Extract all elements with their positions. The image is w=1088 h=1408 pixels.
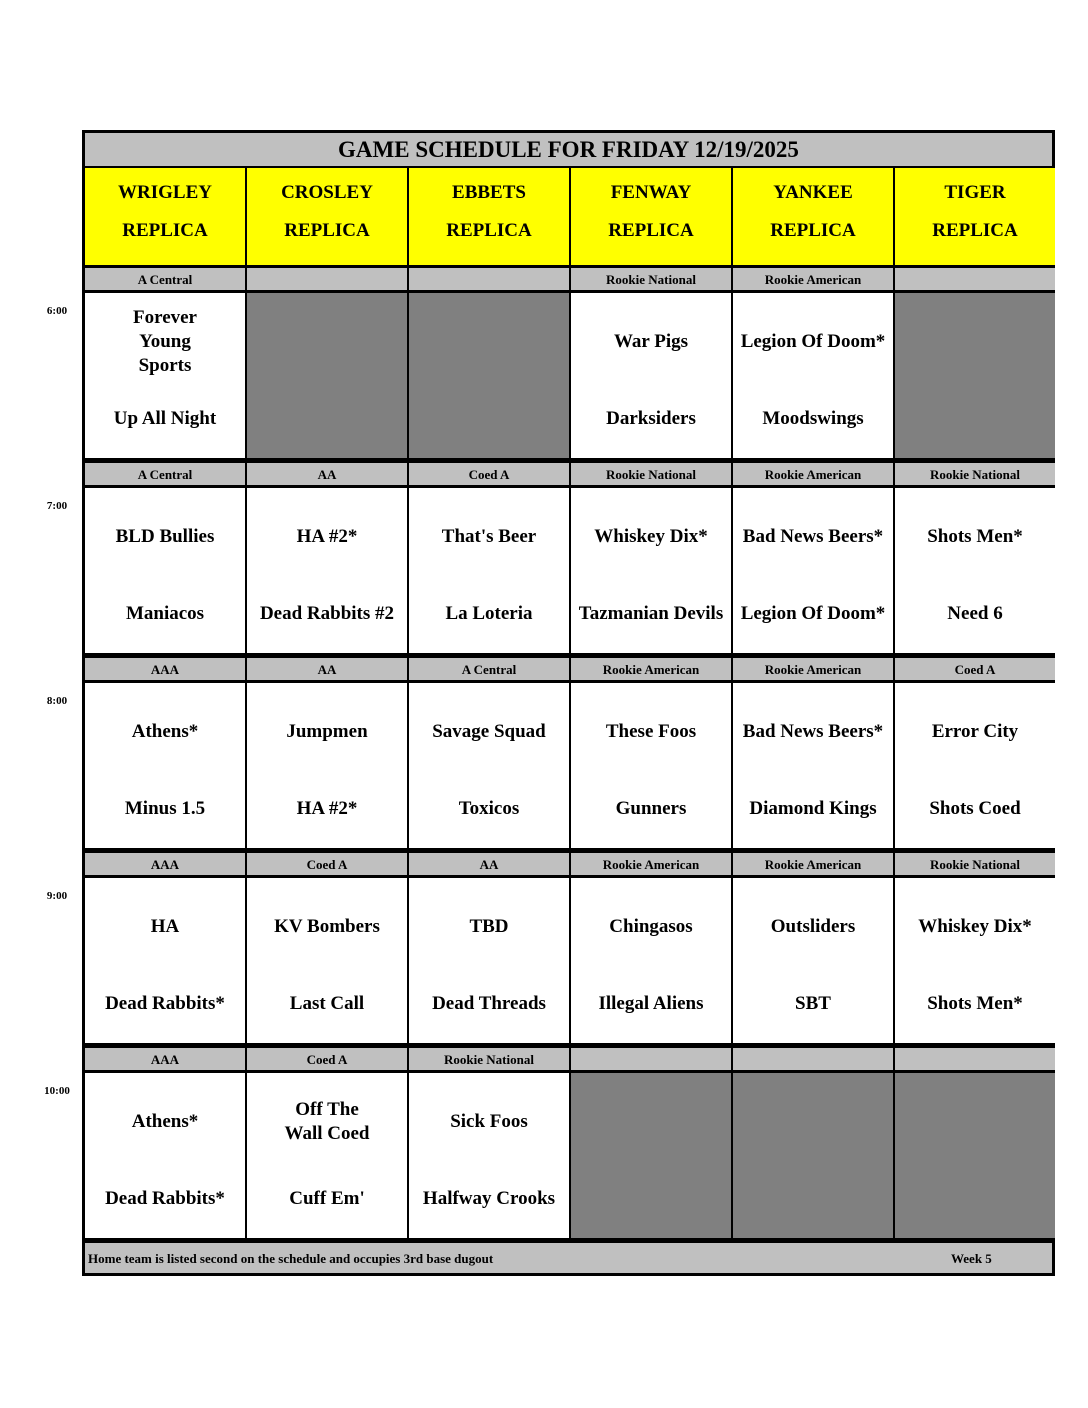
division-label: Rookie American [733,853,893,875]
home-team: Dead Rabbits #2 [259,603,395,624]
footer-bar [85,1243,1052,1273]
away-team: Legion Of Doom* [740,331,886,352]
division-label: Rookie National [571,268,731,290]
field-subtitle: REPLICA [932,220,1018,241]
home-team: Gunners [615,798,687,819]
away-team: HA [150,916,180,937]
away-team: Whiskey Dix* [594,526,708,547]
away-team: War Pigs [613,331,689,352]
away-team: Outsliders [770,916,856,937]
field-header-row [85,168,1052,265]
away-team: That's Beer [441,526,537,547]
division-label: AAA [85,658,245,680]
field-header-crosley [247,168,407,265]
home-team: Last Call [289,993,365,1014]
division-label [409,268,569,290]
division-label: Rookie American [571,853,731,875]
game-cell [733,683,893,848]
away-team: Forever Young Sports [133,307,197,376]
week-label: Week 5 [951,1251,992,1266]
game-cell [85,293,245,458]
game-cell [85,683,245,848]
game-cell [733,488,893,653]
division-label: A Central [85,463,245,485]
home-team: SBT [795,993,831,1014]
game-cell [85,878,245,1043]
division-label [247,268,407,290]
empty-slot [895,1073,1055,1238]
game-cell [247,878,407,1043]
division-label: Coed A [895,658,1055,680]
home-team: Illegal Aliens [598,993,704,1014]
away-team: Bad News Beers* [742,721,884,742]
away-team: KV Bombers [274,916,380,937]
game-cell [895,488,1055,653]
empty-slot [247,293,407,458]
game-cell [733,293,893,458]
division-label [733,1048,893,1070]
game-cell [571,488,731,653]
game-cell [247,488,407,653]
away-team: Error City [931,721,1019,742]
game-cell [409,488,569,653]
field-header-tiger [895,168,1055,265]
away-team: Athens* [131,1111,199,1132]
away-team: Sick Foos [450,1111,528,1132]
field-name: YANKEE [773,182,853,203]
away-team: These Foos [605,721,697,742]
away-team: Chingasos [609,916,693,937]
game-cell [571,878,731,1043]
home-team: Halfway Crooks [422,1188,556,1209]
time-label: 10:00 [44,1085,70,1097]
home-team: Diamond Kings [749,798,877,819]
division-label: Coed A [247,853,407,875]
home-team: Up All Night [113,408,217,429]
away-team: BLD Bullies [115,526,215,547]
division-label: Rookie National [409,1048,569,1070]
home-team: Dead Rabbits* [105,993,225,1014]
home-team: Dead Threads [432,993,546,1014]
away-team: Savage Squad [432,721,546,742]
empty-slot [733,1073,893,1238]
field-header-yankee [733,168,893,265]
field-subtitle: REPLICA [608,220,694,241]
field-header-fenway [571,168,731,265]
division-label: Rookie American [733,268,893,290]
field-name: FENWAY [610,182,692,203]
game-cell [733,878,893,1043]
game-cell [409,1073,569,1238]
home-team: Shots Coed [929,798,1021,819]
empty-slot [409,293,569,458]
game-cell [85,1073,245,1238]
game-cell [571,683,731,848]
field-name: TIGER [944,182,1006,203]
field-subtitle: REPLICA [122,220,208,241]
field-name: CROSLEY [281,182,373,203]
game-cell [409,878,569,1043]
home-team: Tazmanian Devils [578,603,724,624]
footer-note: Home team is listed second on the schedule and occupies 3rd base dugout [88,1251,494,1266]
field-name: EBBETS [452,182,526,203]
home-team: Cuff Em' [289,1188,365,1209]
field-subtitle: REPLICA [770,220,856,241]
game-cell [895,878,1055,1043]
empty-slot [571,1073,731,1238]
division-label: Coed A [409,463,569,485]
home-team: La Loteria [445,603,533,624]
division-label: Rookie American [733,658,893,680]
game-cell [409,683,569,848]
game-cell [247,1073,407,1238]
time-label: 8:00 [46,695,68,707]
field-subtitle: REPLICA [446,220,532,241]
game-cell [895,683,1055,848]
division-label: AA [247,658,407,680]
home-team: Legion Of Doom* [740,603,886,624]
field-header-ebbets [409,168,569,265]
home-team: HA #2* [296,798,358,819]
home-team: Shots Men* [927,993,1023,1014]
division-label: Rookie American [571,658,731,680]
home-team: Maniacos [125,603,205,624]
field-header-wrigley [85,168,245,265]
division-label [571,1048,731,1070]
division-label: A Central [85,268,245,290]
division-label: AAA [85,853,245,875]
home-team: Moodswings [762,408,864,429]
game-cell [85,488,245,653]
division-label: AA [247,463,407,485]
division-label: Rookie National [895,463,1055,485]
division-label [895,268,1055,290]
empty-slot [895,293,1055,458]
home-team: Minus 1.5 [124,798,206,819]
game-cell [571,293,731,458]
division-label [895,1048,1055,1070]
away-team: Jumpmen [286,721,368,742]
time-label: 7:00 [46,500,68,512]
field-name: WRIGLEY [118,182,212,203]
game-cell [247,683,407,848]
schedule-title: GAME SCHEDULE FOR FRIDAY 12/19/2025 [85,133,1052,166]
field-subtitle: REPLICA [284,220,370,241]
division-label: A Central [409,658,569,680]
division-label: Rookie American [733,463,893,485]
division-label: Rookie National [571,463,731,485]
home-team: Dead Rabbits* [105,1188,225,1209]
away-team: Bad News Beers* [742,526,884,547]
away-team: Shots Men* [927,526,1023,547]
away-team: Athens* [131,721,199,742]
home-team: Toxicos [458,798,520,819]
home-team: Darksiders [606,408,696,429]
time-label: 6:00 [46,305,68,317]
away-team: TBD [469,916,509,937]
division-label: Rookie National [895,853,1055,875]
away-team: HA #2* [296,526,358,547]
home-team: Need 6 [947,603,1003,624]
schedule-table [82,130,1055,1276]
away-team: Whiskey Dix* [918,916,1032,937]
time-label: 9:00 [46,890,68,902]
division-label: Coed A [247,1048,407,1070]
away-team: Off The Wall Coed [284,1099,370,1144]
division-label: AAA [85,1048,245,1070]
division-label: AA [409,853,569,875]
